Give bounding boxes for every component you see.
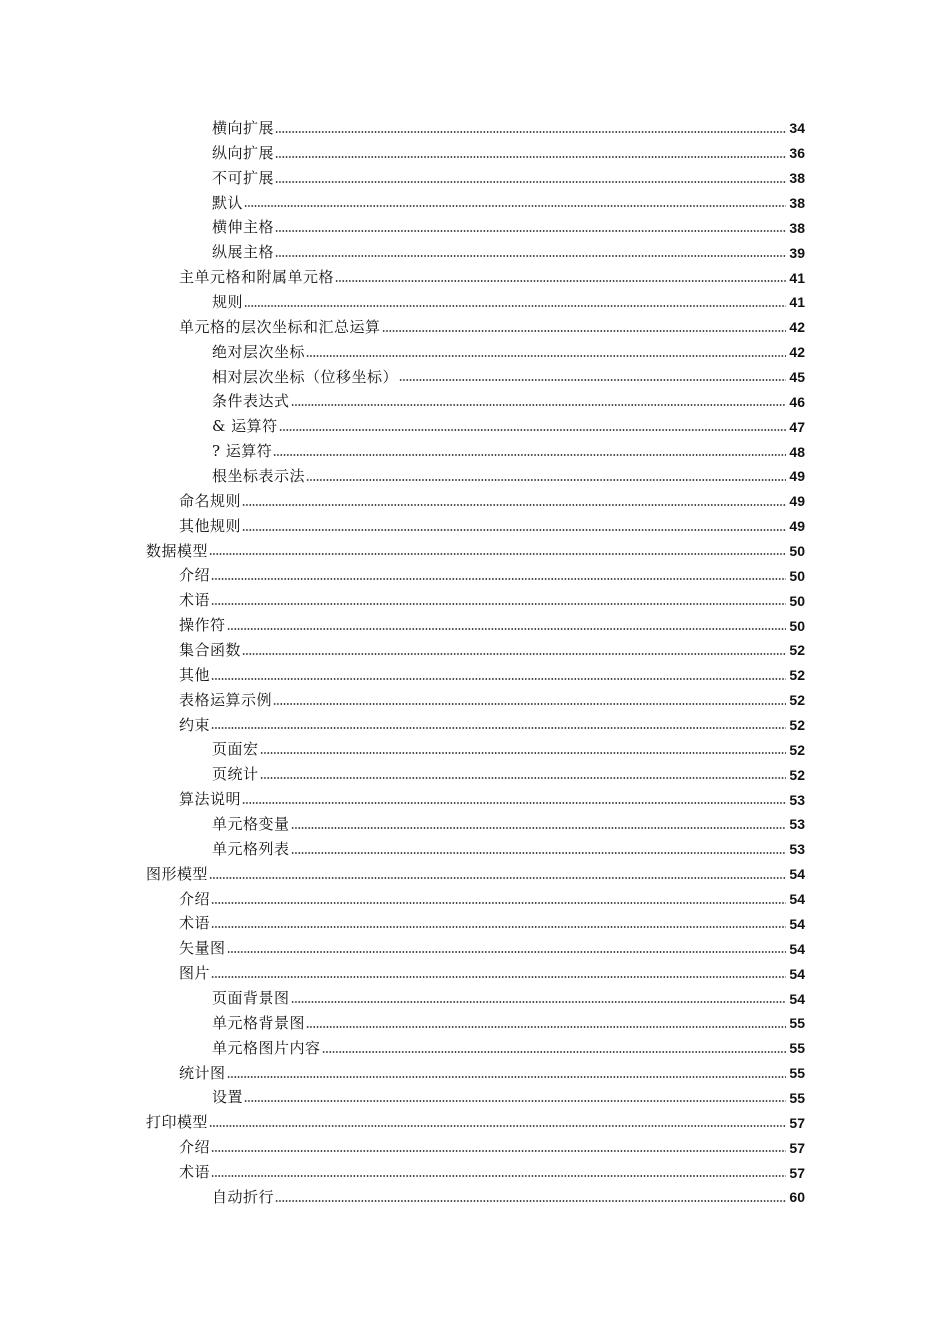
toc-dot-leader — [242, 801, 786, 805]
toc-page-number: 42 — [789, 319, 805, 336]
toc-entry[interactable] — [0, 688, 950, 713]
toc-entry-label: 约束 — [179, 715, 211, 734]
toc-dot-leader — [306, 478, 786, 482]
toc-page-number: 57 — [789, 1114, 805, 1131]
toc-page-number: 49 — [789, 493, 805, 510]
toc-entry[interactable] — [0, 290, 950, 315]
toc-dot-leader — [291, 403, 786, 407]
toc-dot-leader — [211, 975, 786, 979]
toc-entry[interactable] — [0, 265, 950, 290]
toc-page-number: 50 — [789, 592, 805, 609]
toc-page-number: 39 — [789, 244, 805, 261]
toc-dot-leader — [227, 950, 786, 954]
toc-entry-label: 页面宏 — [212, 740, 259, 759]
toc-entry-label: 绝对层次坐标 — [212, 342, 306, 361]
toc-page-number: 52 — [789, 717, 805, 734]
toc-page-number: 50 — [789, 543, 805, 560]
toc-entry[interactable] — [0, 414, 950, 439]
toc-entry-label: 纵向扩展 — [212, 143, 275, 162]
toc-entry-label: 介绍 — [179, 1138, 211, 1157]
toc-page-number: 54 — [789, 866, 805, 883]
toc-entry-label: 单元格列表 — [212, 839, 290, 858]
toc-dot-leader — [273, 702, 786, 706]
toc-page-number: 53 — [789, 816, 805, 833]
toc-page-number: 42 — [789, 344, 805, 361]
toc-entry[interactable] — [0, 489, 950, 514]
toc-dot-leader — [399, 378, 786, 382]
toc-dot-leader — [242, 652, 786, 656]
toc-page-number: 53 — [789, 841, 805, 858]
toc-dot-leader — [275, 130, 786, 134]
toc-entry-label: 打印模型 — [146, 1113, 209, 1132]
toc-dot-leader — [291, 1000, 786, 1004]
toc-entry-label: 规则 — [212, 292, 244, 311]
toc-entry[interactable] — [0, 340, 950, 365]
toc-entry[interactable] — [0, 514, 950, 539]
toc-page-number: 36 — [789, 145, 805, 162]
toc-page-number: 52 — [789, 766, 805, 783]
toc-entry-label: & 运算符 — [212, 417, 278, 436]
toc-dot-leader — [227, 1075, 786, 1079]
toc-entry[interactable] — [0, 365, 950, 390]
toc-entry-label: 纵展主格 — [212, 243, 275, 262]
toc-dot-leader — [244, 304, 786, 308]
toc-entry[interactable] — [0, 936, 950, 961]
toc-entry-label: 图片 — [179, 964, 211, 983]
table-of-contents — [0, 116, 950, 1210]
toc-entry-label: 相对层次坐标（位移坐标） — [212, 367, 399, 386]
toc-dot-leader — [260, 776, 786, 780]
toc-entry-label: 主单元格和附属单元格 — [179, 268, 335, 287]
toc-entry-label: 表格运算示例 — [179, 690, 273, 709]
toc-entry-label: 集合函数 — [179, 640, 242, 659]
toc-entry-label: 操作符 — [179, 616, 226, 635]
toc-entry-label: 横伸主格 — [212, 218, 275, 237]
toc-entry-label: 介绍 — [179, 889, 211, 908]
toc-page-number: 49 — [789, 468, 805, 485]
toc-entry-label: 图形模型 — [146, 864, 209, 883]
toc-dot-leader — [209, 552, 786, 556]
toc-entry-label: 横向扩展 — [212, 118, 275, 137]
toc-entry[interactable] — [0, 762, 950, 787]
toc-entry[interactable] — [0, 389, 950, 414]
toc-entry-label: 术语 — [179, 914, 211, 933]
toc-page-number: 54 — [789, 990, 805, 1007]
toc-entry-label: 算法说明 — [179, 790, 242, 809]
toc-dot-leader — [275, 155, 786, 159]
toc-page-number: 50 — [789, 617, 805, 634]
toc-page-number: 38 — [789, 219, 805, 236]
toc-entry-label: 自动折行 — [212, 1187, 275, 1206]
toc-page-number: 54 — [789, 965, 805, 982]
toc-entry-label: 设置 — [212, 1088, 244, 1107]
toc-entry-label: 默认 — [212, 193, 244, 212]
toc-page-number: 52 — [789, 642, 805, 659]
toc-dot-leader — [382, 329, 786, 333]
toc-entry[interactable] — [0, 240, 950, 265]
toc-dot-leader — [273, 453, 786, 457]
toc-page-number: 45 — [789, 369, 805, 386]
toc-page-number: 52 — [789, 692, 805, 709]
toc-page-number: 41 — [789, 294, 805, 311]
toc-dot-leader — [209, 1124, 786, 1128]
toc-page-number: 47 — [789, 418, 805, 435]
toc-entry[interactable] — [0, 1185, 950, 1210]
toc-dot-leader — [211, 901, 786, 905]
toc-dot-leader — [306, 354, 786, 358]
toc-entry[interactable] — [0, 1135, 950, 1160]
toc-dot-leader — [211, 925, 786, 929]
toc-entry-label: ? 运算符 — [212, 442, 273, 461]
toc-entry[interactable] — [0, 464, 950, 489]
toc-entry[interactable] — [0, 837, 950, 862]
toc-entry[interactable] — [0, 887, 950, 912]
toc-dot-leader — [211, 677, 786, 681]
toc-dot-leader — [306, 1025, 786, 1029]
toc-entry[interactable] — [0, 166, 950, 191]
toc-entry[interactable] — [0, 787, 950, 812]
toc-dot-leader — [275, 254, 786, 258]
toc-page-number: 55 — [789, 1089, 805, 1106]
toc-entry[interactable] — [0, 912, 950, 937]
toc-page-number: 50 — [789, 567, 805, 584]
toc-page-number: 53 — [789, 791, 805, 808]
toc-page-number: 57 — [789, 1164, 805, 1181]
toc-page-number: 34 — [789, 120, 805, 137]
toc-page-number: 54 — [789, 891, 805, 908]
toc-entry-label: 统计图 — [179, 1063, 226, 1082]
toc-entry[interactable] — [0, 116, 950, 141]
toc-entry-label: 不可扩展 — [212, 168, 275, 187]
toc-entry[interactable] — [0, 737, 950, 762]
toc-entry[interactable] — [0, 663, 950, 688]
toc-entry-label: 矢量图 — [179, 939, 226, 958]
toc-page-number: 52 — [789, 667, 805, 684]
toc-page-number: 57 — [789, 1139, 805, 1156]
toc-entry-label: 其他 — [179, 665, 211, 684]
toc-entry-label: 条件表达式 — [212, 392, 290, 411]
toc-page-number: 48 — [789, 443, 805, 460]
toc-entry-label: 根坐标表示法 — [212, 466, 306, 485]
toc-dot-leader — [291, 826, 786, 830]
toc-dot-leader — [211, 726, 786, 730]
toc-page-number: 41 — [789, 269, 805, 286]
toc-entry[interactable] — [0, 613, 950, 638]
toc-dot-leader — [322, 1050, 786, 1054]
toc-dot-leader — [211, 1149, 786, 1153]
toc-page-number: 55 — [789, 1040, 805, 1057]
toc-entry-label: 术语 — [179, 591, 211, 610]
toc-entry[interactable] — [0, 1160, 950, 1185]
toc-entry-label: 单元格背景图 — [212, 1013, 306, 1032]
toc-dot-leader — [211, 577, 786, 581]
toc-dot-leader — [335, 279, 786, 283]
toc-entry-label: 页统计 — [212, 765, 259, 784]
toc-entry[interactable] — [0, 141, 950, 166]
toc-page-number: 60 — [789, 1189, 805, 1206]
toc-entry[interactable] — [0, 315, 950, 340]
toc-entry-label: 单元格变量 — [212, 814, 290, 833]
toc-dot-leader — [211, 602, 786, 606]
toc-entry[interactable] — [0, 961, 950, 986]
toc-page-number: 38 — [789, 195, 805, 211]
toc-page-number: 55 — [789, 1015, 805, 1032]
toc-dot-leader — [227, 627, 786, 631]
toc-entry[interactable] — [0, 191, 950, 216]
toc-page-number: 54 — [789, 915, 805, 932]
toc-entry-label: 介绍 — [179, 566, 211, 585]
toc-page-number: 54 — [789, 940, 805, 957]
toc-entry[interactable] — [0, 439, 950, 464]
toc-dot-leader — [211, 1174, 786, 1178]
toc-entry-label: 页面背景图 — [212, 989, 290, 1007]
toc-dot-leader — [209, 876, 786, 880]
toc-entry[interactable] — [0, 539, 950, 564]
toc-dot-leader — [279, 428, 786, 432]
toc-entry[interactable] — [0, 1110, 950, 1135]
toc-dot-leader — [275, 180, 786, 184]
toc-page-number: 52 — [789, 741, 805, 758]
toc-dot-leader — [244, 204, 786, 208]
toc-entry[interactable] — [0, 1036, 950, 1061]
toc-page-number: 49 — [789, 518, 805, 535]
toc-page-number: 55 — [789, 1065, 805, 1082]
toc-entry[interactable] — [0, 1086, 950, 1111]
toc-entry[interactable] — [0, 862, 950, 887]
toc-dot-leader — [260, 751, 786, 755]
toc-dot-leader — [242, 528, 786, 532]
toc-entry-label: 术语 — [179, 1163, 211, 1182]
toc-entry[interactable] — [0, 1061, 950, 1086]
toc-entry[interactable] — [0, 1011, 950, 1036]
toc-entry[interactable] — [0, 588, 950, 613]
toc-entry-label: 单元格的层次坐标和汇总运算 — [179, 317, 381, 336]
toc-entry-label: 命名规则 — [179, 491, 242, 510]
toc-entry[interactable] — [0, 986, 950, 1011]
toc-entry-label: 数据模型 — [146, 541, 209, 560]
toc-dot-leader — [275, 1199, 786, 1203]
toc-entry-label: 单元格图片内容 — [212, 1038, 321, 1057]
toc-entry[interactable] — [0, 563, 950, 588]
toc-entry[interactable] — [0, 638, 950, 663]
toc-dot-leader — [244, 1099, 786, 1103]
toc-entry[interactable] — [0, 215, 950, 240]
toc-page-number: 38 — [789, 170, 805, 187]
toc-dot-leader — [242, 503, 786, 507]
toc-dot-leader — [291, 851, 786, 855]
toc-entry[interactable] — [0, 812, 950, 837]
toc-dot-leader — [275, 229, 786, 233]
toc-entry-label: 其他规则 — [179, 516, 242, 535]
toc-entry[interactable] — [0, 713, 950, 738]
toc-page-number: 46 — [789, 393, 805, 410]
